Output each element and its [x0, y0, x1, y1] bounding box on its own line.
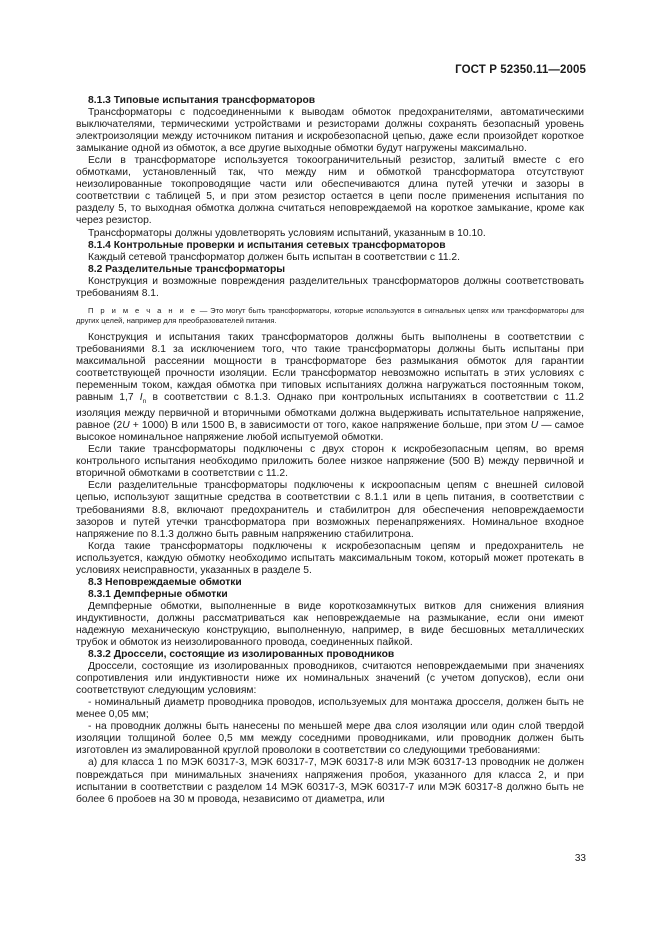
paragraph: Дроссели, состоящие из изолированных проводников, считаются неповреждаемыми при значениях сопротивления или индуктивности ниже их номинальных значений (с учетом допусков), если они соответствуют следующим условиям: [76, 661, 584, 697]
list-item: а) для класса 1 по МЭК 60317-3, МЭК 60317-7, МЭК 60317-8 или МЭК 60317-13 проводник не должен повреждаться при минимальных значениях напряжения пробоя, указанного для класса 2, и при испытании в соответствии с разделом 14 МЭК 60317-3, МЭК 60317-7 или МЭК 60317-8 должно быть не более 6 пробоев на 30 м провода, независимо от диаметра, или [76, 757, 584, 805]
paragraph: Если разделительные трансформаторы подключены к искроопасным цепям с внешней силовой цепью, используют защитные средства в соответствии с 8.1.1 или в цепь питания, в соответствии с требованиями 8.8, включают предохранитель и стабилитрон для обеспечения неповреждаемости зазоров и путей утечки трансформатора при возможных перенапряжениях. Номинальное входное напряжение по 8.1.3 должно быть равным напряжению стабилитрона. [76, 480, 584, 540]
document-id-header: ГОСТ Р 52350.11—2005 [455, 64, 586, 76]
document-body [76, 95, 584, 806]
note [76, 306, 584, 327]
list-item: - номинальный диаметр проводника проводов, используемых для монтажа дросселя, должен быть не менее 0,05 мм; [76, 697, 584, 721]
paragraph: Демпферные обмотки, выполненные в виде короткозамкнутых витков для снижения влияния индуктивности, должны рассматриваться как неповреждаемые на размыкание, если они имеют надежную механическую конструкцию, выполненную, например, в виде бесшовных металлических трубок и обмоток из неизолированного провода, соединенных пайкой. [76, 600, 584, 649]
section-8-2-title: 8.2 Разделительные трансформаторы [88, 263, 286, 275]
paragraph: Трансформаторы должны удовлетворять условиям испытаний, указанным в 10.10. [88, 227, 486, 239]
paragraph: Трансформаторы с подсоединенными к выводам обмоток предохранителями, автоматическими выключателями, термическими устройствами и резисторами должны сохранять безопасный уровень электроизоляции между источником питания и искробезопасной цепью, даже если произойдет короткое замыкание одной из обмоток, а все другие выходные обмотки будут нагружены максимально. [76, 107, 584, 155]
paragraph: Каждый сетевой трансформатор должен быть испытан в соответствии с 11.2. [88, 251, 461, 263]
page-number: 33 [574, 853, 586, 864]
text-run: в соответствии с 8.1.3. Однако при контрольных испытаниях в соответствии с 11.2 изоляция между первичной и вторичными обмотками должна выдерживать испытательное напряжение, равное (2 [76, 392, 584, 432]
text-run: — самое высокое номинальное напряжение любой испытуемой обмотки. [76, 420, 584, 444]
section-8-3-1-title: 8.3.1 Демпферные обмотки [88, 588, 228, 600]
text-run: + 1000) В или 1500 В, в зависимости от того, какое напряжение больше, при этом [129, 420, 531, 432]
section-8-1-3-title: 8.1.3 Типовые испытания трансформаторов [88, 95, 316, 106]
list-item: - на проводник должны быть нанесены по меньшей мере два слоя изоляции или один слой твердой изоляции толщиной более 0,5 мм между соседними проводниками, или проводник должен быть изготовлен из эмалированной круглой проволоки в соответствии со следующими требованиями: [76, 721, 584, 757]
current-symbol: I [139, 392, 143, 404]
voltage-symbol: U [122, 420, 130, 432]
text-run: Конструкция и испытания таких трансформаторов должны быть выполнены в соответствии с требованиями 8.1 за исключением того, что такие трансформаторы должны быть испытаны при максимальной рассеянии мощности в трансформаторе без размыкания обмоток для гарантии соответствующей прочности изоляции. Если трансформатор невозможно испытать в этих условиях с переменным током, каждая обмотка при типовых испытаниях должна нагружаться постоянным током, равным 1,7 [76, 331, 584, 404]
paragraph [76, 332, 584, 444]
current-subscript: n [142, 398, 147, 406]
paragraph: Когда такие трансформаторы подключены к искробезопасным цепям и предохранитель не используется, каждую обмотку необходимо испытать максимальным током, который может протекать в условиях неисправности, указанных в разделе 5. [76, 540, 584, 576]
paragraph: Если в трансформаторе используется токоограничительный резистор, залитый вместе с его обмотками, установленный так, что между ним и обмоткой трансформатора отсутствуют неизолированные токопроводящие части или обеспечиваются длина путей утечки и зазоры в соответствии с таблицей 5, и при этом резистор остается в цепи после применения испытания по разделу 5, то выходная обмотка должна считаться неповреждаемой на короткое замыкание, кроме как через резистор. [76, 155, 584, 227]
paragraph: Конструкция и возможные повреждения разделительных трансформаторов должны соответствовать требованиям 8.1. [76, 275, 584, 299]
note-text: — Это могут быть трансформаторы, которые используются в сигнальных цепях или трансформаторы для других целей, например для преобразователей питания. [76, 305, 584, 326]
section-8-3-title: 8.3 Неповреждаемые обмотки [88, 576, 242, 588]
paragraph: Если такие трансформаторы подключены с двух сторон к искробезопасным цепям, во время контрольного испытания необходимо приложить более низкое напряжение (500 В) между первичной и вторичной обмотками в соответствии с 11.2. [76, 444, 584, 480]
note-label: П р и м е ч а н и е [88, 305, 198, 315]
section-8-1-4-title: 8.1.4 Контрольные проверки и испытания сетевых трансформаторов [88, 239, 446, 251]
section-8-3-2-title: 8.3.2 Дроссели, состоящие из изолированных проводников [88, 649, 395, 661]
voltage-symbol: U [530, 420, 539, 432]
